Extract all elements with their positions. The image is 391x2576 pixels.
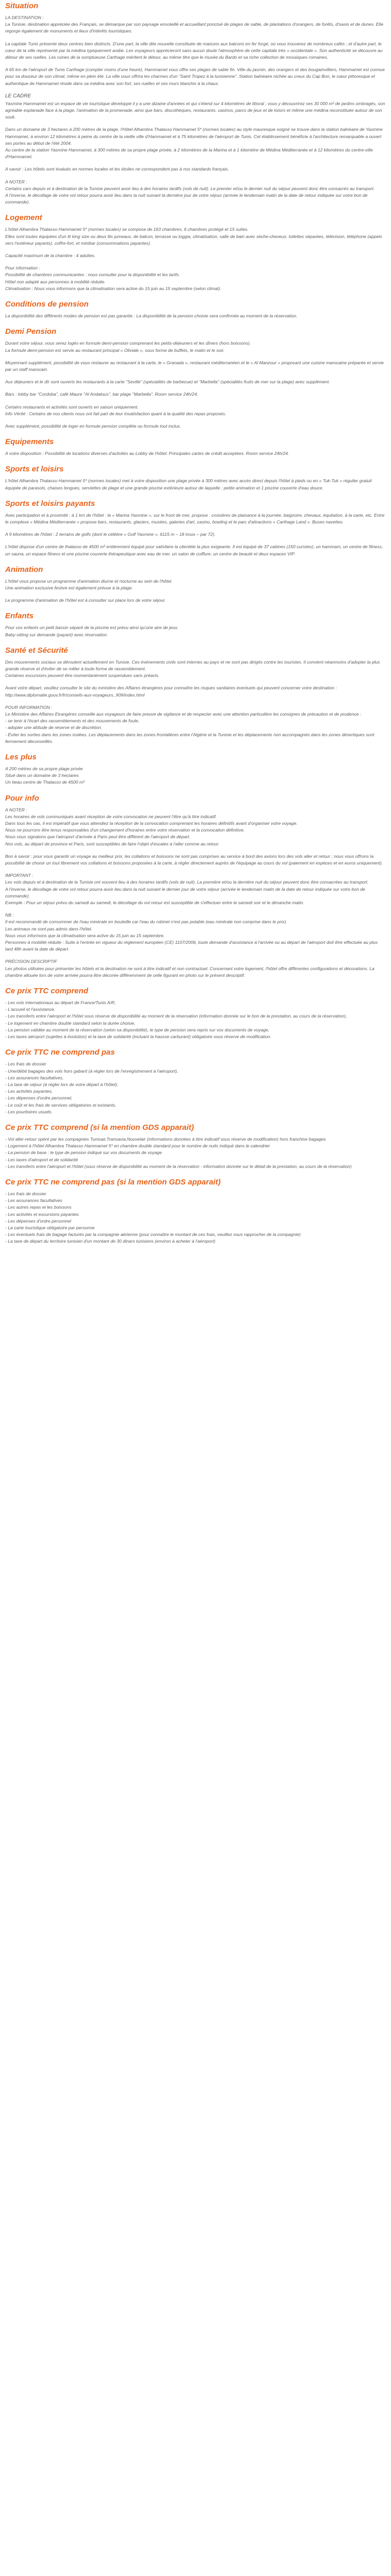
list-item: - Les éventuels frais de bagage facturés par la compagnie aérienne (pour connaître le montant de ces frais, veuillez vous rapprocher de la compagnie) bbox=[5, 1232, 301, 1238]
section bbox=[5, 1, 386, 206]
list-item: - L'accueil et l'assistance, bbox=[5, 1007, 55, 1012]
list-item: - La pension de base : le type de pension indiqué sur vos documents de voyage bbox=[5, 1150, 162, 1156]
section-paragraph: Bars : lobby bar "Cordoba", café Maure "Al Andalous", bar plage "Marbella". Room service 24h/24. bbox=[5, 392, 198, 397]
section-paragraph: A 9 kilomètres de l'hôtel : 2 terrains de golfs (dont le célèbre « Golf Yasmine », 6115 m – 18 trous – par 72). bbox=[5, 532, 216, 537]
list-item: - La taxe de séjour (à régler lors de votre départ à l'hôtel), bbox=[5, 1081, 118, 1087]
section bbox=[5, 1177, 386, 1245]
section-paragraph: Avec supplément, possibilité de loger en formule pension complète ou formule tout inclus. bbox=[5, 423, 181, 429]
section-title: Logement bbox=[5, 213, 42, 223]
section-title: Demi Pension bbox=[5, 327, 57, 336]
list-item: - La taxe de départ du territoire tunisien d'un montant de 30 dinars tunisiens (environ à acheter à l'aéroport) bbox=[5, 1239, 216, 1244]
section-paragraph: Avant votre départ, veuillez consulter le site du ministère des Affaires étrangères pour connaître les risques sanitaires éventuels qui peuvent concerner votre destination : http://www.diplomatie.gouv.fr/fr/conseils-aux-voyageurs_909/index.html bbox=[5, 685, 337, 698]
section-title: Conditions de pension bbox=[5, 300, 89, 309]
section-paragraph: L'hôtel Alhambra Thalasso Hammamet 5* (normes locales) met à votre disposition une plage privée à 300 mètres avec accès direct depuis l'hôtel à pieds ou en « Tuk-Tuk » régulier gratuit équipée de parasols, chaises longues, serviettes de plage et une grande piscine extérieure autour de laquelle : petite animation et 1 piscine couverte d'eau douce. bbox=[5, 478, 372, 490]
section-paragraph: Durant votre séjour, vous serez logés en formule demi-pension comprenant les petits-déjeuners et les dîners (hors boissons). La formule demi-pension est servie au restaurant principal « Oliviale », sous forme de buffets, le matin et le soir. bbox=[5, 341, 251, 353]
section-paragraph: L'hôtel Alhambra Thalasso Hammamet 5* (normes locales) se compose de 163 chambres, 6 chambres protégé et 15 suites. Elles sont toutes équipées d'un lit king size ou deux lits jumeaux, de balcon, terrasse ou loggia, climatisation, salle de bain avec sèche-cheveux, toilettes séparées, télévision, téléphone (appels vers l'extérieur payants), coffre-fort, et minibar (consommations payantes). bbox=[5, 227, 382, 246]
section-title: Enfants bbox=[5, 612, 34, 621]
section-paragraph: Le programme d'animation de l'hôtel est à consulter sur place lors de votre séjour. bbox=[5, 598, 166, 603]
price-list bbox=[5, 1191, 386, 1245]
section-title: Animation bbox=[5, 565, 43, 574]
section-paragraph: PRÉCISION DESCRIPTIF Les photos utilisées pour présenter les hôtels et la destination ne sont à titre indicatif et non contractuel. Concernant votre logement, l'hôtel offre différentes configurations et décorations. La chambre allouée lors de votre arrivée pourra être décorée différemment de celle figurant en photo sur le présent descriptif. bbox=[5, 959, 374, 978]
section-paragraph: A 200 mètres de sa propre plage privée Situé dans un domaine de 3 hectares Un beau centre de Thalasso de 4500 m² bbox=[5, 766, 85, 785]
section bbox=[5, 565, 386, 604]
section bbox=[5, 752, 386, 786]
section-title: Sports et loisirs payants bbox=[5, 499, 95, 508]
section-paragraph: IMPORTANT : Les vols depuis et à destination de la Tunisie ont souvent lieu à des horaires tardifs (vols de nuit). La première et/ou la dernière nuit du séjour peuvent donc être consacrées au transport. A l'inverse, le décollage de votre vol retour pourra avoir lieu dans la nuit suivant le dernier jour de votre séjour (arrivée le lendemain matin de la date de retour indiquée sur votre bon de commande). Exemple : Pour un séjour prévu du samedi au samedi, le décollage du vol retour est susceptible de s'effectuer entre le samedi soir et le dimanche matin. bbox=[5, 873, 369, 906]
section-title: Equipements bbox=[5, 437, 54, 447]
section-title: Sports et loisirs bbox=[5, 465, 64, 474]
section-paragraph: NB : Il est recommandé de consommer de l'eau minérale en bouteille car l'eau du robinet n'est pas potable (eau minérale non comprise dans le prix). Les animaux ne sont pas admis dans l'hôtel. Nous vous informons que la climatisation sera active du 15 juin au 15 septembre. Personnes à mobilité réduite : Suite à l'entrée en vigueur du règlement européen (CE) 1107/2006, toute demande d'assistance à l'arrivée ou au départ de l'aéroport doit être effectuée au plus tard 48h avant la date de départ. bbox=[5, 912, 378, 952]
section bbox=[5, 499, 386, 557]
section-title: Santé et Sécurité bbox=[5, 646, 68, 655]
section-paragraph: Capacité maximum de la chambre : 4 adultes. bbox=[5, 253, 95, 259]
list-item: - Les taxes aéroport (sujettes à évolution) et la taxe de solidarité (incluant la hausse carburant) obligatoire sous réserve de modification. bbox=[5, 1034, 271, 1040]
section-paragraph: Yasmine Hammamet est un espace de vie touristique développé il y a une dizaine d'années et qui s'étend sur 4 kilomètres de littoral ; vous y découvrirez ses 30 000 m² de jardins ombragés, son agréable esplanade face à la plage, l'animation de la promenade, ainsi que bars, discothèques, restaurants, casinos, parcs de jeux et de loisirs et même une médina reconstituée autour de son souk. bbox=[5, 100, 385, 120]
section-paragraph: Aux déjeuners et le dîr sont ouverts les restaurants à la carte "Seville" (spécialités de barbecue) et "Marbella" (spécialités fruits de mer sur la plage) avec supplément. bbox=[5, 379, 330, 385]
list-item: - Les assurances facultatives, bbox=[5, 1075, 64, 1080]
section-paragraph: La disponibilité des différents modes de pension est pas garantie : La disponibilité de la pension choisie sera confirmée au moment de la réservation. bbox=[5, 313, 298, 319]
section-title: Pour info bbox=[5, 793, 39, 803]
section bbox=[5, 299, 386, 319]
section-title: Ce prix TTC comprend (si la mention GDS apparait) bbox=[5, 1123, 194, 1132]
section-paragraph: Pour vos enfants un petit bassin séparé de la piscine est prévu ainsi qu'une aire de jeux. Baby-sitting sur demande (payant) avec réservation. bbox=[5, 625, 179, 637]
section-paragraph: A NOTER : Les horaires de vols communiqués avant réception de votre convocation ne peuvent l'être qu'à titre indicatif. Dans tous les cas, il est impératif que vous attendiez la réception de la convocation comprenant les horaires définitifs avant d'organiser votre voyage. Nous ne pourrons être tenus responsables d'un changement d'horaires entre votre réservation et la convocation définitive. Nous vous signalons que l'aéroport d'arrivée à Paris peut être différent de l'aéroport de départ. Nos vols, au départ de province et Paris, sont susceptibles de faire l'objet d'escales à l'aller comme au retour. bbox=[5, 807, 298, 846]
section-paragraph: Certains restaurants et activités sont ouverts en saison uniquement. Info Vérité : Certains de nos clients nous ont fait part de leur insatisfaction quant à la qualité des repas proposés. bbox=[5, 404, 226, 416]
section-title: Ce prix TTC ne comprend pas (si la mention GDS apparait) bbox=[5, 1177, 221, 1187]
section-paragraph: LA DESTINATION : La Tunisie, destination appréciée des Français, se démarque par son paysage ensoleillé et accueillant ponctué de plages de sable, de plantations d'orangers, de forêts, d'oasis et de dunes. Elle regorge également de monuments et lieux d'intérêts touristiques. bbox=[5, 15, 384, 34]
section bbox=[5, 213, 386, 292]
list-item: - Les activités et excursions payantes bbox=[5, 1211, 79, 1217]
list-item: - Les activités payantes, bbox=[5, 1089, 53, 1094]
section bbox=[5, 1123, 386, 1170]
list-item: - La carte touristique obligatoire par personne bbox=[5, 1225, 95, 1230]
price-list bbox=[5, 1136, 386, 1170]
section-paragraph: Bon à savoir : pour vous garantir un voyage au meilleur prix, les collations et boissons ne sont pas comprises au service à bord des avions lors des vols aller et retour ; nous vous offrons la possibilité de choisir un tout librement vos collations et boissons proposées à la carte, à régler directement auprès de l'équipage au cours du vol (paiement en espèces et en euros uniquement). bbox=[5, 853, 383, 866]
section-paragraph: A 65 km de l'aéroport de Tunis Carthage (compter moins d'une heure), Hammamet vous offre ses plages de sable fin. Ville du jasmin, des orangers et des bougainvilliers, Hammamet est connue pour sa douceur de son climat, même en plein été. La ville vous offrira les charmes d'un "Saint Tropez à la tunisienne". Station balnéaire nichée au creux du Cap Bon, le cœur pittoresque et authentique de Hammamet réside dans sa médina avec son fort, ses ruelles et ses murs blanchis à la chaux. bbox=[5, 67, 385, 86]
section-paragraph: La capitale Tunis présente deux centres bien distincts. D'une part, la ville dite nouvelle constituée de maisons aux balcons en fer forgé, où vous trouverez de nombreux cafés ; et d'autre part, le cœur de la ville représenté par la médina typiquement arabe. Les voyageurs apprécieront sans aucun doute l'atmosphère de cette capitale très « occidentale ». Son authenticité se découvre au détour de ses ruelles. Les ruines de la somptueuse Carthage méritent le détour, au même titre que le musée du Bardo et sa riche collection de mosaïques romaines. bbox=[5, 41, 383, 60]
section-paragraph: Des mouvements sociaux se déroulent actuellement en Tunisie. Ces événements civils sont internes au pays et ne sont pas dirigés contre les touristes. Il convient néanmoins d'adopter la plus grande réserve et d'éviter de se mêler à toute forme de rassemblement. Certaines excursions peuvent être momentanément suspendues sans préavis. bbox=[5, 659, 380, 679]
section-paragraph: A votre disposition : Possibilité de locations diverses d'activités au Lobby de l'hôtel. Principales cartes de crédit acceptées. Room service 24h/24. bbox=[5, 451, 289, 456]
section-paragraph: A NOTER : Certains cars depuis et à destination de la Tunisie peuvent avoir lieu à des horaires tardifs (vols de nuit). Le premier et/ou le dernier nuit du séjour peuvent donc être consacrés au transport. A l'inverse, le décollage de votre vol retour pourra avoir lieu dans la nuit suivant la dernière jour de votre séjour (arrivée le lendemain matin de la date de retour indiquée sur votre bon de commande). bbox=[5, 179, 375, 205]
section-title: Situation bbox=[5, 2, 39, 10]
section-paragraph: Moyennant supplément, possibilité de vous restaurer au restaurant à la carte, le « Granada », restaurant méditerranéen et le « Al Manzour » proposant une cuisine marocaine préparée et servie par un staff marocain. bbox=[5, 360, 384, 372]
list-item: - Vol aller-retour opéré par les compagnies Tunisair,Transavia,Nouvelair (informations données à titre indicatif sous réserve de modification) hors franchise bagages bbox=[5, 1136, 326, 1142]
list-item: - Les transferts entre l'aéroport et l'hôtel sous réserve de disponibilité au moment de la réservation (information donnée sur le bon de la prestation, au cours de la réservation), bbox=[5, 1013, 347, 1019]
section-paragraph: Pour information : Possibilité de chambres communicantes : nous consulter pour la disponibilité et les tarifs. Hôtel non adapté aux personnes à mobilité réduite. Climatisation : Nous vous informons que la climatisation sera active du 15 juin au 15 septembre (selon climat). bbox=[5, 265, 221, 291]
list-item: - Les dépenses d'ordre personnel bbox=[5, 1218, 71, 1224]
section bbox=[5, 327, 386, 430]
section bbox=[5, 646, 386, 745]
section bbox=[5, 1047, 386, 1115]
list-item: - Les vols internationaux au départ de France/Tunis A/R, bbox=[5, 1000, 116, 1006]
section bbox=[5, 611, 386, 638]
list-item: - Les transferts entre l'aéroport et l'hôtel (sous réserve de disponibilité au moment de la réservation - information donnée sur le détail de la prestation, au cours de la réservation) bbox=[5, 1163, 352, 1169]
section-title: Les plus bbox=[5, 753, 37, 761]
list-item: - Les frais de dossier bbox=[5, 1061, 46, 1067]
section-paragraph: L'hôtel dispose d'un centre de thalasso de 4500 m² entièrement équipé pour satisfaire la clientèle la plus exigeante. Il est équipé de 37 cabines (150 curistes), un hammam, un centre de fitness, un sauna, un espace fitness et une piscine couverte thérapeutique avec eau de mer, un salon de coiffure, un centre de beauté et deux espaces VIP. bbox=[5, 544, 383, 556]
section bbox=[5, 464, 386, 491]
list-item: - Une/débit bagages des vols hors gabarit (à régler lors de l'enregistrement à l'aéroport), bbox=[5, 1068, 178, 1074]
section-paragraph: Dans un domaine de 3 hectares à 200 mètres de la plage, l'Hôtel Alhambra Thalasso Hammamet 5* (normes locales) au style mauresque soigné se trouve dans la station balnéaire de Yasmine Hammamet, à environ 12 kilomètres à peine du centre de la vieille ville d'Hammamet et à 75 kilomètres de l'aéroport de Tunis. Cet établissement bénéficie à l'architecture remarquable a ouvert ses portes au début de l'été 2004. Au centre de la station Yasmine Hammamet, à 300 mètres de sa propre plage privée, à 2 kilomètres de la Marina et à 1 kilomètre de Médina Méditerranée et à 12 kilomètres du centre-ville d'Hammamet. bbox=[5, 127, 383, 160]
list-item: - Les assurances facultatives bbox=[5, 1198, 62, 1204]
section-paragraph: POUR INFORMATION : Le Ministère des Affaires Etrangères conseille aux voyageurs de faire preuve de vigilance et de respecter avec une attention particulière les consignes de précaution et de prudence : - se tenir à l'écart des rassemblements et des mouvements de foule, - adopter une attitude de réserve et de discrétion. - Éviter les sorties dans les zones isolées. Les déplacements dans les zones frontalières entre l'Algérie et la Tunisie et les déplacements non accompagnés dans les zones désertiques sont fermement déconseillés. bbox=[5, 704, 374, 744]
list-item: - Les dépenses d'ordre personnel, bbox=[5, 1095, 73, 1101]
section bbox=[5, 986, 386, 1040]
page bbox=[0, 0, 391, 1245]
section-paragraph: L'hôtel vous propose un programme d'animation diurne et nocturne au sein de l'hôtel. Une animation exclusive festive est également prévue à la plage. bbox=[5, 578, 173, 590]
list-item: - Les taxes d'aéroport et de solidarité bbox=[5, 1157, 78, 1162]
list-item: - Le coût et les frais de services obligatoires et existants, bbox=[5, 1102, 117, 1108]
section-title: Ce prix TTC comprend bbox=[5, 987, 88, 996]
section-title: Ce prix TTC ne comprend pas bbox=[5, 1048, 115, 1057]
list-item: - Le logement en chambre double standard selon la durée choisie, bbox=[5, 1020, 136, 1026]
list-item: - Les pourboires usuels. bbox=[5, 1109, 53, 1114]
section-subtitle: LE CADRE bbox=[5, 93, 31, 99]
section bbox=[5, 793, 386, 979]
section-paragraph: A savoir : Les hôtels sont évalués en normes locales et les étoiles ne correspondent pas à nos standards français. bbox=[5, 166, 229, 172]
list-item: - Les frais de dossier bbox=[5, 1191, 46, 1196]
section bbox=[5, 437, 386, 457]
list-item: - Les autres repas et les boissons bbox=[5, 1205, 72, 1210]
list-item: - Logement à l'hôtel Alhambra Thalasso Hammamet 5* en chambre double standard pour le nombre de nuits indiqué dans le calendrier bbox=[5, 1143, 270, 1149]
price-list bbox=[5, 999, 386, 1040]
price-list bbox=[5, 1061, 386, 1115]
section-paragraph: Avec participation et à proximité : à 1 km de l'hôtel : le « Marina Yasmine », sur le front de mer, propose : croisières de plaisance à la journée, baignoire, chevaux, équitation, à la carte, etc. Entre le complexe « Médina Méditerranée » propose bars, restaurants, glaciers, musées, galeries d'art, casino, bowling et le parc d'attractions « Carthage Land ». Buses navettes. bbox=[5, 512, 385, 524]
list-item: - La pension validée au moment de la réservation (selon sa disponibilité), le type de pension sera repris sur vos documents de voyage, bbox=[5, 1027, 270, 1032]
